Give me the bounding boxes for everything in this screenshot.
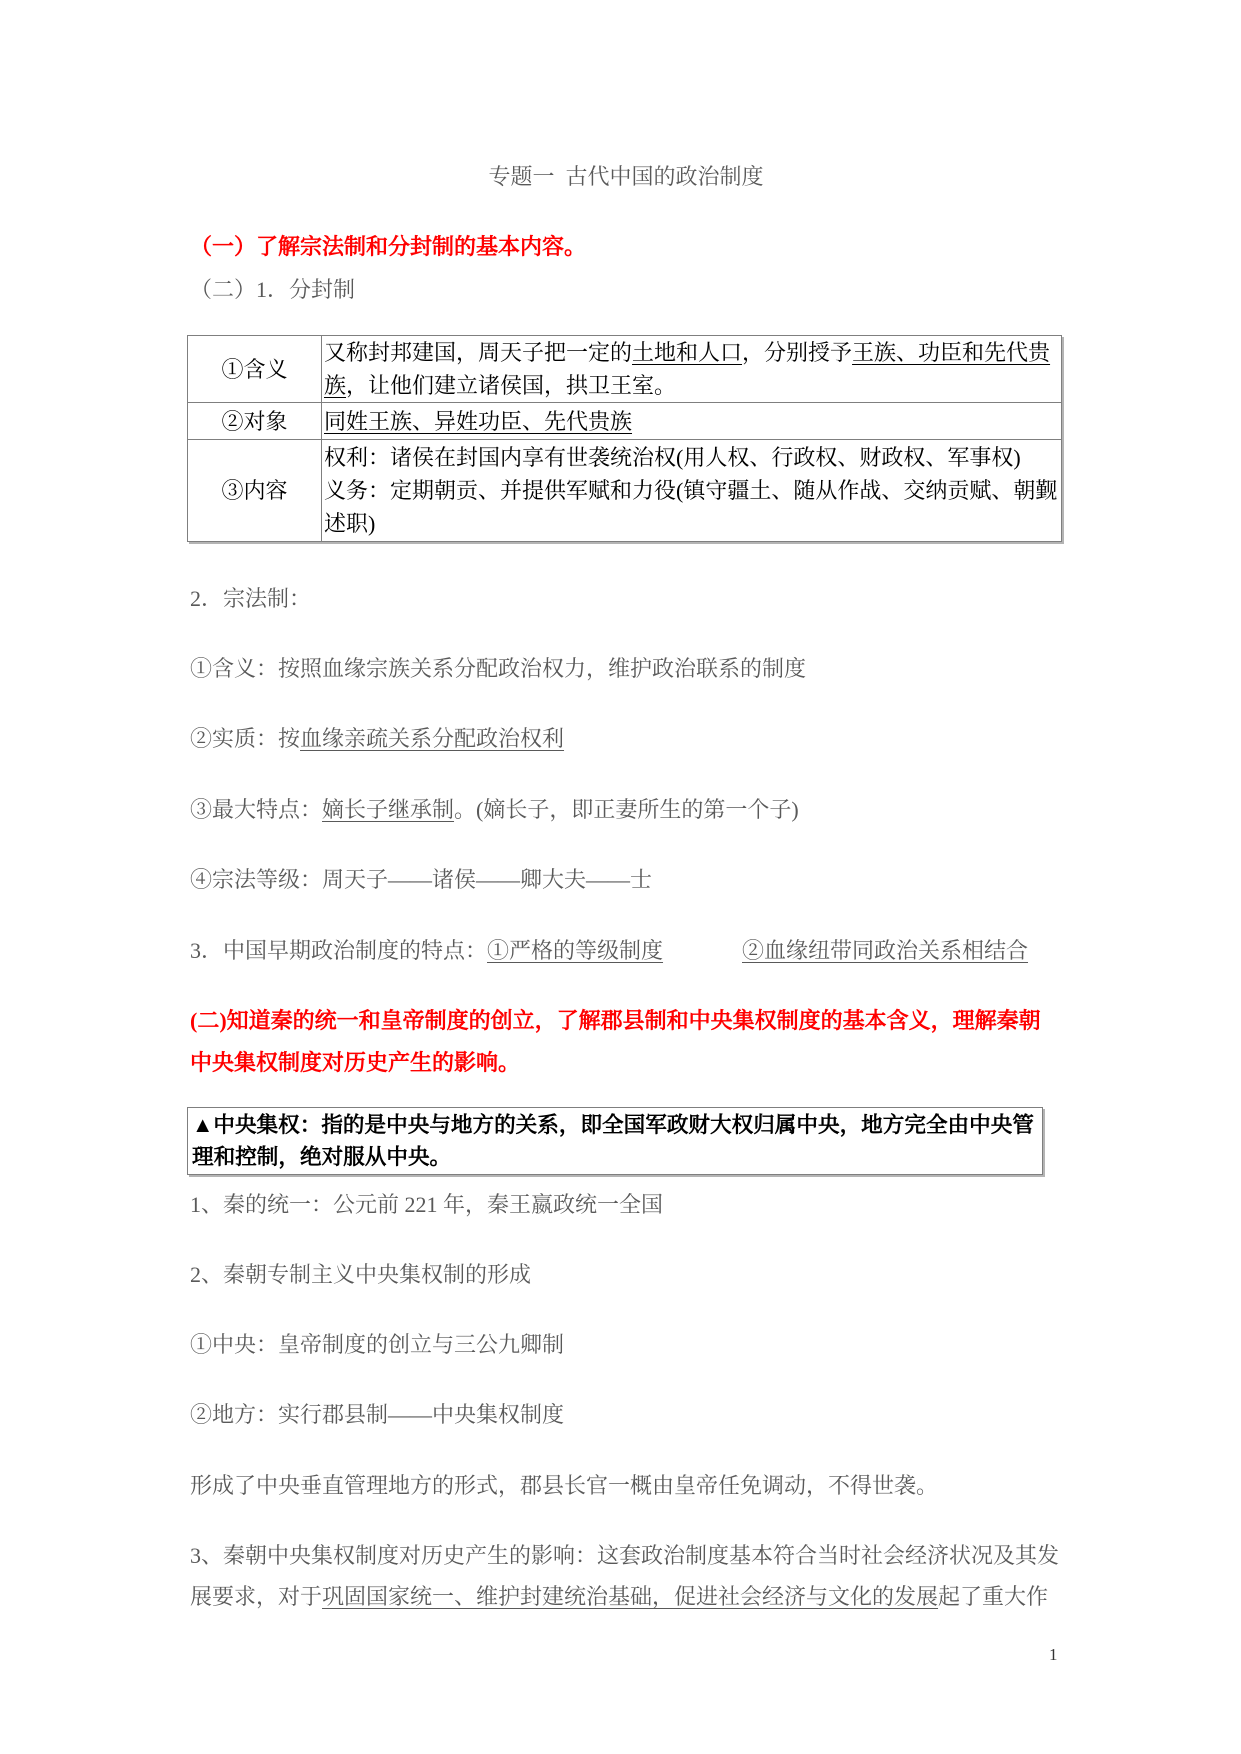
underlined-text: ②血缘纽带同政治关系相结合 <box>742 938 1029 963</box>
underlined-text: 血缘亲疏关系分配政治权利 <box>300 726 565 751</box>
content-line-rights: 权利：诸侯在封国内享有世袭统治权(用人权、行政权、财政权、军事权) <box>324 445 1021 470</box>
table-row <box>188 440 1062 542</box>
qin-local: ②地方：实行郡县制——中央集权制度 <box>190 1402 565 1427</box>
row-content-content <box>322 440 1062 542</box>
early-features <box>190 936 663 966</box>
underlined-text: 嫡长子继承制 <box>322 797 455 822</box>
zongfa-feature <box>190 795 799 825</box>
row-content-meaning <box>322 336 1062 403</box>
underlined-text: ①严格的等级制度 <box>487 938 664 963</box>
qin-formed: 形成了中央垂直管理地方的形式，郡县长官一概由皇帝任免调动，不得世袭。 <box>190 1473 939 1498</box>
zongfa-meaning: ①含义：按照血缘宗族关系分配政治权力，维护政治联系的制度 <box>190 656 807 681</box>
fenfeng-table <box>187 335 1062 542</box>
zongfa-hierarchy: ④宗法等级：周天子——诸侯——卿大夫——士 <box>190 867 653 892</box>
document-title: 专题一 古代中国的政治制度 <box>488 164 764 189</box>
learning-goal-2-line-2: 中央集权制度对历史产生的影响。 <box>190 1050 521 1075</box>
underlined-text: 巩固国家统一、维护封建统治基础，促进社会经济与文化的发展 <box>322 1584 939 1609</box>
text-segment: ，让他们建立诸侯国，拱卫王室。 <box>346 373 677 398</box>
qin-system-title: 2、秦朝专制主义中央集权制的形成 <box>190 1262 532 1287</box>
table-row <box>188 403 1062 440</box>
early-features-second <box>742 936 1028 966</box>
text-segment: ③最大特点： <box>190 797 323 822</box>
text-segment: ②实质：按 <box>190 726 301 751</box>
row-content-target <box>322 403 1062 440</box>
content-line <box>324 405 1061 438</box>
content-line-duties: 义务：定期朝贡、并提供军赋和力役(镇守疆土、随从作战、交纳贡赋、朝觐 <box>324 478 1058 503</box>
text-segment: 又称封邦建国，周天子把一定的 <box>324 340 633 365</box>
content-line <box>324 369 1061 402</box>
zongfa-essence <box>190 724 564 754</box>
qin-impact-line-2 <box>190 1582 1048 1612</box>
note-line: 理和控制，绝对服从中央。 <box>192 1145 452 1169</box>
learning-goal-2-line-1: (二)知道秦的统一和皇帝制度的创立，了解郡县制和中央集权制度的基本含义，理解秦朝 <box>190 1008 1041 1033</box>
learning-goal-1: （一）了解宗法制和分封制的基本内容。 <box>190 234 587 259</box>
fenfeng-heading: （二）1．分封制 <box>190 277 356 302</box>
qin-central: ①中央：皇帝制度的创立与三公九卿制 <box>190 1332 565 1357</box>
page-number: 1 <box>1049 1645 1058 1664</box>
text-segment: 起了重大作 <box>938 1584 1049 1609</box>
content-line-duties-cont: 述职) <box>324 511 376 536</box>
row-label-content: ③内容 <box>188 440 322 542</box>
central-power-note-box <box>187 1107 1043 1175</box>
qin-unification: 1、秦的统一：公元前 221 年，秦王嬴政统一全国 <box>190 1192 664 1217</box>
text-segment: 展要求，对于 <box>190 1584 323 1609</box>
underlined-text: 族 <box>324 373 347 398</box>
row-label-meaning: ①含义 <box>188 336 322 403</box>
text-segment: 3．中国早期政治制度的特点： <box>190 938 488 963</box>
content-line <box>324 336 1061 369</box>
note-line: ▲中央集权：指的是中央与地方的关系，即全国军政财大权归属中央，地方完全由中央管 <box>192 1113 1034 1137</box>
text-segment: 。(嫡长子，即正妻所生的第一个子) <box>454 797 799 822</box>
underlined-text: 同姓王族、异姓功臣、先代贵族 <box>324 408 633 434</box>
zongfa-heading: 2．宗法制： <box>190 586 312 611</box>
row-label-target: ②对象 <box>188 403 322 440</box>
table-row <box>188 336 1062 403</box>
text-segment: ，分别授予 <box>742 340 853 365</box>
underlined-text: 王族、功臣和先代贵 <box>852 340 1051 365</box>
underlined-text: 土地和人口 <box>632 340 743 365</box>
qin-impact-line-1: 3、秦朝中央集权制度对历史产生的影响：这套政治制度基本符合当时社会经济状况及其发 <box>190 1543 1060 1568</box>
